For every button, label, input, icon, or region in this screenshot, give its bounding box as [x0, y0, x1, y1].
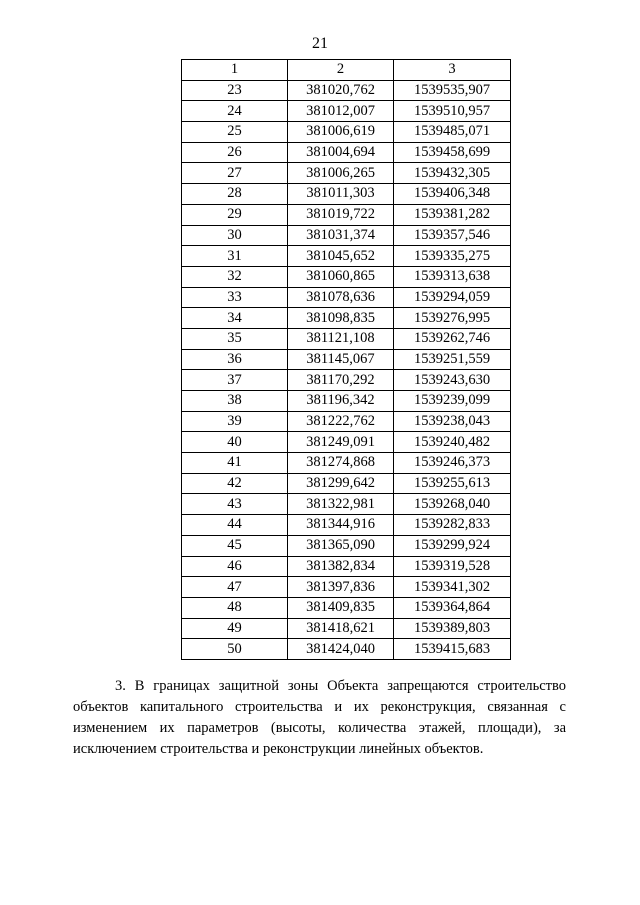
point-number-cell: 49 [182, 618, 288, 639]
y-coordinate-cell: 1539335,275 [394, 246, 511, 267]
point-number-cell: 24 [182, 101, 288, 122]
y-coordinate-cell: 1539238,043 [394, 411, 511, 432]
table-row [182, 432, 511, 453]
x-coordinate-cell: 381382,834 [288, 556, 394, 577]
y-coordinate-cell: 1539485,071 [394, 122, 511, 143]
x-coordinate-cell: 381031,374 [288, 225, 394, 246]
table-row [182, 515, 511, 536]
table-row [182, 122, 511, 143]
x-coordinate-cell: 381020,762 [288, 80, 394, 101]
table-row [182, 246, 511, 267]
column-header-1: 1 [182, 60, 288, 81]
table-row [182, 370, 511, 391]
point-number-cell: 30 [182, 225, 288, 246]
y-coordinate-cell: 1539432,305 [394, 163, 511, 184]
header-row [182, 60, 511, 81]
x-coordinate-cell: 381409,835 [288, 597, 394, 618]
x-coordinate-cell: 381344,916 [288, 515, 394, 536]
point-number-cell: 34 [182, 308, 288, 329]
coordinates-table [181, 59, 511, 660]
y-coordinate-cell: 1539389,803 [394, 618, 511, 639]
x-coordinate-cell: 381274,868 [288, 453, 394, 474]
point-number-cell: 31 [182, 246, 288, 267]
table-row [182, 535, 511, 556]
x-coordinate-cell: 381424,040 [288, 639, 394, 660]
table-row [182, 163, 511, 184]
point-number-cell: 37 [182, 370, 288, 391]
table-row [182, 597, 511, 618]
x-coordinate-cell: 381170,292 [288, 370, 394, 391]
y-coordinate-cell: 1539458,699 [394, 142, 511, 163]
column-header-2: 2 [288, 60, 394, 81]
table-row [182, 101, 511, 122]
y-coordinate-cell: 1539415,683 [394, 639, 511, 660]
x-coordinate-cell: 381045,652 [288, 246, 394, 267]
table-row [182, 184, 511, 205]
point-number-cell: 48 [182, 597, 288, 618]
point-number-cell: 29 [182, 204, 288, 225]
table-row [182, 287, 511, 308]
y-coordinate-cell: 1539255,613 [394, 473, 511, 494]
y-coordinate-cell: 1539381,282 [394, 204, 511, 225]
point-number-cell: 41 [182, 453, 288, 474]
page-number: 21 [312, 35, 328, 52]
table-row [182, 473, 511, 494]
x-coordinate-cell: 381249,091 [288, 432, 394, 453]
y-coordinate-cell: 1539268,040 [394, 494, 511, 515]
y-coordinate-cell: 1539406,348 [394, 184, 511, 205]
table-row [182, 391, 511, 412]
table-row [182, 142, 511, 163]
point-number-cell: 28 [182, 184, 288, 205]
y-coordinate-cell: 1539276,995 [394, 308, 511, 329]
restriction-paragraph: 3. В границах защитной зоны Объекта запрещаются строительство объектов капитального строительства и их реконструкция, связанная с изменением их параметров (высоты, количества этажей, площади), за исключением строительства и реконструкции линейных объектов. [73, 678, 566, 757]
point-number-cell: 26 [182, 142, 288, 163]
point-number-cell: 33 [182, 287, 288, 308]
x-coordinate-cell: 381060,865 [288, 266, 394, 287]
x-coordinate-cell: 381299,642 [288, 473, 394, 494]
table-row [182, 204, 511, 225]
point-number-cell: 43 [182, 494, 288, 515]
y-coordinate-cell: 1539313,638 [394, 266, 511, 287]
point-number-cell: 40 [182, 432, 288, 453]
point-number-cell: 50 [182, 639, 288, 660]
x-coordinate-cell: 381006,619 [288, 122, 394, 143]
y-coordinate-cell: 1539535,907 [394, 80, 511, 101]
x-coordinate-cell: 381145,067 [288, 349, 394, 370]
point-number-cell: 47 [182, 577, 288, 598]
y-coordinate-cell: 1539251,559 [394, 349, 511, 370]
point-number-cell: 46 [182, 556, 288, 577]
table-row [182, 266, 511, 287]
table-row [182, 494, 511, 515]
y-coordinate-cell: 1539246,373 [394, 453, 511, 474]
x-coordinate-cell: 381019,722 [288, 204, 394, 225]
table-row [182, 349, 511, 370]
x-coordinate-cell: 381012,007 [288, 101, 394, 122]
table-header [182, 60, 511, 81]
x-coordinate-cell: 381006,265 [288, 163, 394, 184]
point-number-cell: 42 [182, 473, 288, 494]
point-number-cell: 44 [182, 515, 288, 536]
point-number-cell: 39 [182, 411, 288, 432]
point-number-cell: 23 [182, 80, 288, 101]
point-number-cell: 25 [182, 122, 288, 143]
table-row [182, 328, 511, 349]
x-coordinate-cell: 381078,636 [288, 287, 394, 308]
x-coordinate-cell: 381004,694 [288, 142, 394, 163]
y-coordinate-cell: 1539357,546 [394, 225, 511, 246]
y-coordinate-cell: 1539299,924 [394, 535, 511, 556]
x-coordinate-cell: 381418,621 [288, 618, 394, 639]
point-number-cell: 35 [182, 328, 288, 349]
y-coordinate-cell: 1539364,864 [394, 597, 511, 618]
y-coordinate-cell: 1539319,528 [394, 556, 511, 577]
x-coordinate-cell: 381222,762 [288, 411, 394, 432]
point-number-cell: 38 [182, 391, 288, 412]
column-header-3: 3 [394, 60, 511, 81]
x-coordinate-cell: 381121,108 [288, 328, 394, 349]
y-coordinate-cell: 1539510,957 [394, 101, 511, 122]
x-coordinate-cell: 381365,090 [288, 535, 394, 556]
point-number-cell: 32 [182, 266, 288, 287]
table-row [182, 577, 511, 598]
y-coordinate-cell: 1539262,746 [394, 328, 511, 349]
table-row [182, 618, 511, 639]
table-row [182, 556, 511, 577]
table-row [182, 80, 511, 101]
point-number-cell: 27 [182, 163, 288, 184]
y-coordinate-cell: 1539240,482 [394, 432, 511, 453]
table-body [182, 80, 511, 659]
point-number-cell: 45 [182, 535, 288, 556]
y-coordinate-cell: 1539341,302 [394, 577, 511, 598]
table-row [182, 639, 511, 660]
y-coordinate-cell: 1539239,099 [394, 391, 511, 412]
x-coordinate-cell: 381322,981 [288, 494, 394, 515]
y-coordinate-cell: 1539282,833 [394, 515, 511, 536]
x-coordinate-cell: 381397,836 [288, 577, 394, 598]
x-coordinate-cell: 381098,835 [288, 308, 394, 329]
table-row [182, 225, 511, 246]
table-row [182, 453, 511, 474]
table-row [182, 411, 511, 432]
x-coordinate-cell: 381011,303 [288, 184, 394, 205]
point-number-cell: 36 [182, 349, 288, 370]
x-coordinate-cell: 381196,342 [288, 391, 394, 412]
y-coordinate-cell: 1539294,059 [394, 287, 511, 308]
y-coordinate-cell: 1539243,630 [394, 370, 511, 391]
table-row [182, 308, 511, 329]
